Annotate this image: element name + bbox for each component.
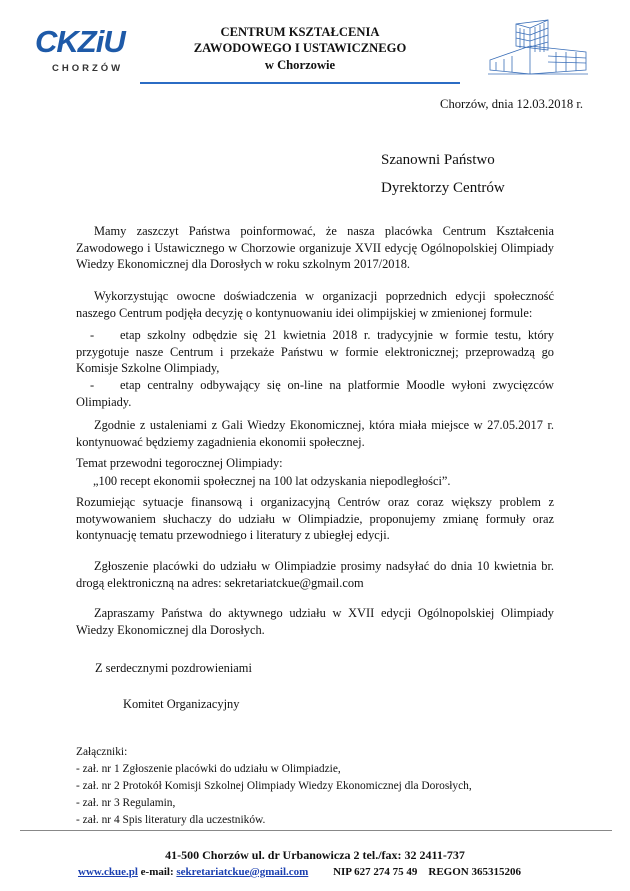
signature: Komitet Organizacyjny xyxy=(123,697,240,711)
regon-number: REGON 365315206 xyxy=(428,866,521,878)
bullet-item-2 xyxy=(76,377,554,410)
org-name-line1: CENTRUM KSZTAŁCENIA xyxy=(220,25,380,39)
paragraph-4: Rozumiejąc sytuacje finansową i organizacyjną Centrów oraz coraz większy problem z motywowaniem słuchaczy do udziału w Olimpiadzie, proponujemy zmianę formuły oraz kontynuację tematu przewodniego i literatury z ubiegłej edycji. xyxy=(76,495,554,542)
theme-title: „100 recept ekonomii społecznej na 100 lat odzyskania niepodległości”. xyxy=(93,474,451,488)
theme-label: Temat przewodni tegorocznej Olimpiady: xyxy=(76,456,283,470)
logo-city: CHORZÓW xyxy=(52,63,124,74)
ckziu-logo: CKZiU xyxy=(35,24,125,59)
bullet-dash: - xyxy=(90,378,95,392)
bullet-item-1 xyxy=(76,327,554,377)
footer-contact xyxy=(78,866,521,878)
email-link[interactable]: sekretariatckue@gmail.com xyxy=(176,866,309,878)
paragraph-3: Zgodnie z ustaleniami z Gali Wiedzy Ekonomicznej, która miała miejsce w 27.05.2017 r. kontynuować będziemy zagadnienia ekonomii społecznej. xyxy=(76,418,554,449)
attachment-item: - zał. nr 4 Spis literatury dla uczestników. xyxy=(76,814,266,826)
salutation-line2: Dyrektorzy Centrów xyxy=(381,180,505,196)
letter-date: Chorzów, dnia 12.03.2018 r. xyxy=(440,97,583,111)
salutation-line1: Szanowni Państwo xyxy=(381,152,495,168)
footer-address: 41-500 Chorzów ul. dr Urbanowicza 2 tel./fax: 32 2411-737 xyxy=(165,848,465,862)
website-link[interactable]: www.ckue.pl xyxy=(78,866,138,878)
building-icon xyxy=(486,16,590,78)
attachment-item: - zał. nr 2 Protokół Komisji Szkolnej Olimpiady Wiedzy Ekonomicznej dla Dorosłych, xyxy=(76,780,472,792)
org-name-line2: ZAWODOWEGO I USTAWICZNEGO xyxy=(193,41,407,55)
paragraph-5: Zgłoszenie placówki do udziału w Olimpiadzie prosimy nadsyłać do dnia 10 kwietnia br. drogą elektroniczną na adres: sekretariatckue@gmail.com xyxy=(76,559,554,590)
org-name-line3: w Chorzowie xyxy=(264,58,336,72)
bullet-text-2: etap centralny odbywający się on-line na platformie Moodle wyłoni zwycięzców Olimpiady. xyxy=(76,378,554,409)
attachments-title: Załączniki: xyxy=(76,746,128,758)
attachment-item: - zał. nr 1 Zgłoszenie placówki do udziału w Olimpiadzie, xyxy=(76,763,341,775)
closing-greeting: Z serdecznymi pozdrowieniami xyxy=(95,661,252,675)
bullet-text-1: etap szkolny odbędzie się 21 kwietnia 2018 r. tradycyjnie w formie testu, który przygotuje nasze Centrum i przekaże Państwu w formie elektronicznej; przeprowadzą go Komisje Szkolne Olimpiady, xyxy=(76,328,554,375)
paragraph-1: Mamy zaszczyt Państwa poinformować, że nasza placówka Centrum Kształcenia Zawodowego i Ustawicznego w Chorzowie organizuje XVII edycję Ogólnopolskiej Olimpiady Wiedzy Ekonomicznej dla Dorosłych w roku szkolnym 2017/2018. xyxy=(76,224,554,271)
footer-rule xyxy=(20,830,612,831)
bullet-dash: - xyxy=(90,328,95,342)
header-rule xyxy=(140,82,460,84)
attachment-item: - zał. nr 3 Regulamin, xyxy=(76,797,176,809)
paragraph-2: Wykorzystując owocne doświadczenia w organizacji poprzednich edycji społeczność naszego Centrum podjęła decyzję o kontynuowaniu idei olimpijskiej w zmienionej formule: xyxy=(76,289,554,320)
email-label: e-mail: xyxy=(140,866,174,878)
paragraph-6: Zapraszamy Państwa do aktywnego udziału w XVII edycji Ogólnopolskiej Olimpiady Wiedzy Ekonomicznej dla Dorosłych. xyxy=(76,606,554,637)
nip-number: NIP 627 274 75 49 xyxy=(333,866,418,878)
